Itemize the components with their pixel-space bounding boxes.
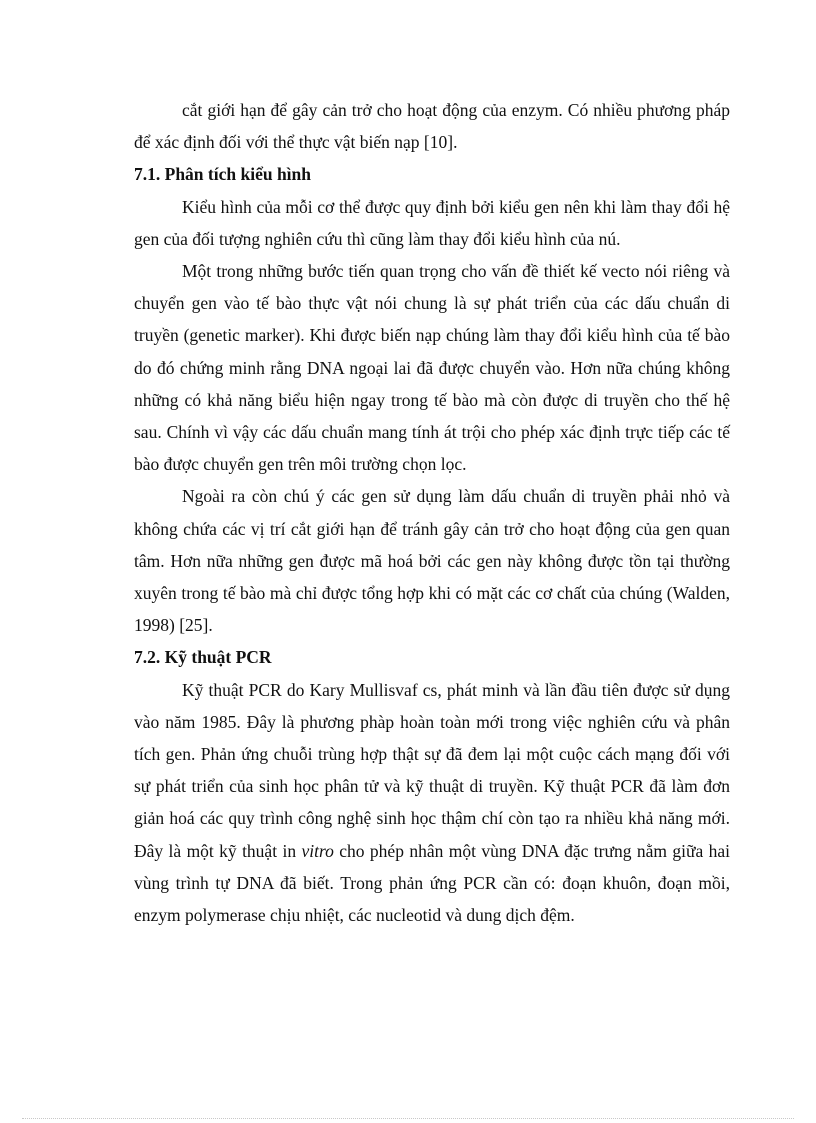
paragraph-continuation: cắt giới hạn để gây cản trở cho hoạt động của enzym. Có nhiều phương pháp để xác định đối với thể thực vật biến nạp [10]. xyxy=(134,100,730,153)
section-heading-7-2: 7.2. Kỹ thuật PCR xyxy=(134,647,272,668)
document-body xyxy=(134,94,730,931)
pcr-text-after: cho phép nhân một vùng DNA đặc trưng nằm giữa hai vùng trình tự DNA đã biết. Trong phản ứng PCR cần có: đoạn khuôn, đoạn mồi, enzym polymerase chịu nhiệt, các nucleotid và dung dịch đệm. xyxy=(134,840,730,926)
paragraph-pcr-technique xyxy=(134,674,730,932)
paragraph-marker-requirements: Ngoài ra còn chú ý các gen sử dụng làm dấu chuẩn di truyền phải nhỏ và không chứa các vị trí cắt giới hạn để tránh gây cản trở cho hoạt động của gen quan tâm. Hơn nữa những gen được mã hoá bởi các gen này không được tồn tại thường xuyên trong tế bào mà chỉ được tổng hợp khi có mặt các cơ chất của chúng (Walden, 1998) [25]. xyxy=(134,486,730,636)
pcr-text-before: Kỹ thuật PCR do Kary Mullisvaf cs, phát minh và lần đầu tiên được sử dụng vào năm 1985. Đây là phương phàp hoàn toàn mới trong việc nghiên cứu và phân tích gen. Phản ứng chuỗi trùng hợp thật sự đã đem lại một cuộc cách mạng đối với sự phát triển của sinh học phân tử và kỹ thuật di truyền. Kỹ thuật PCR đã làm đơn giản hoá các quy trình công nghệ sinh học thậm chí còn tạo ra nhiều khả năng mới. Đây là một kỹ thuật in xyxy=(134,679,730,861)
pcr-text-italic: vitro xyxy=(301,840,334,861)
paragraph-genetic-markers: Một trong những bước tiến quan trọng cho vấn đề thiết kế vecto nói riêng và chuyển gen vào tế bào thực vật nói chung là sự phát triển của các dấu chuẩn di truyền (genetic marker). Khi được biến nạp chúng làm thay đổi kiểu hình của tế bào do đó chứng minh rằng DNA ngoại lai đã được chuyển vào. Hơn nữa chúng không những có khả năng biểu hiện ngay trong tế bào mà còn được di truyền cho thế hệ sau. Chính vì vậy các dấu chuẩn mang tính át trội cho phép xác định trực tiếp các tế bào được chuyển gen trên môi trường chọn lọc. xyxy=(134,261,730,475)
paragraph-phenotype-definition: Kiểu hình của mỗi cơ thể được quy định bởi kiểu gen nên khi làm thay đổi hệ gen của đối tượng nghiên cứu thì cũng làm thay đổi kiểu hình của nú. xyxy=(134,196,730,249)
section-heading-7-1: 7.1. Phân tích kiểu hình xyxy=(134,164,311,185)
page-bottom-rule xyxy=(22,1118,794,1119)
